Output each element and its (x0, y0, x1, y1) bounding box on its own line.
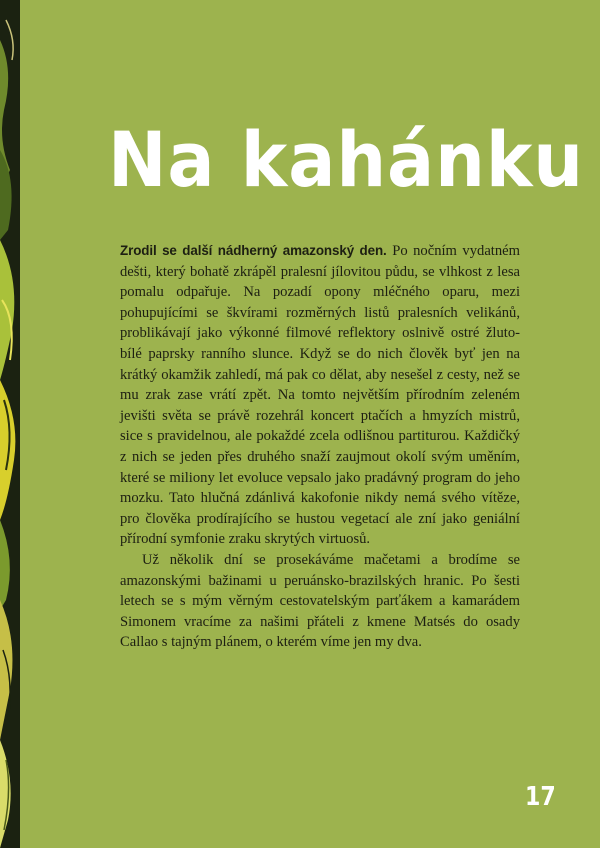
chapter-title: Na kahánku (108, 115, 584, 204)
paragraph-2: Už několik dní se prosekáváme mačetami a brodíme se amazonskými bažinami u peruánsko-brazilských hranic. Po šesti letech se s mým věrným cestovatelským parťákem a kamarádem Simonem vracíme za našimi přáteli z kmene Matsés do osady Callao s tajným plánem, o kterém víme jen my dva. (120, 551, 520, 651)
paragraph-1 (120, 241, 520, 550)
paragraph-1-text: Po nočním vydatném dešti, který bohatě zkrápěl pralesní jílovitou půdu, se vlhkost z lesa pomalu odpařuje. Na pozadí opony mléčného oparu, mezi pohupujícími se škvírami rozměrných listů pralesních velikánů, problikávají jako výkonné filmové reflektory oslnivě ostré žluto-bílé paprsky ranního slunce. Když se do nich člověk byť jen na krátký okamžik zahledí, má pak co dělat, aby nesešel z cesty, než se mu zrak zase vrátí zpět. Na tomto největším přírodním zeleném jevišti světa se právě rozehrál koncert ptačích a hmyzích mistrů, sice s pravidelnou, ale pokaždé zcela odlišnou partiturou. Každičký z nich se jeden přes druhého snaží zaujmout okolí svým uměním, které se miliony let evoluce vepsalo jako pradávný program do jeho mozku. Tato hlučná zdánlivá kakofonie nikdy nemá svého vítěze, pro člověka prodírajícího se hustou vegetací ale zní jako geniální přírodní symfonie zraku skrytých virtuosů. (120, 243, 520, 548)
page-number: 17 (525, 782, 556, 812)
page-edge-illustration (0, 0, 20, 848)
chapter-body (120, 241, 520, 653)
book-page (20, 0, 600, 848)
lead-sentence: Zrodil se další nádherný amazonský den. (120, 243, 387, 258)
